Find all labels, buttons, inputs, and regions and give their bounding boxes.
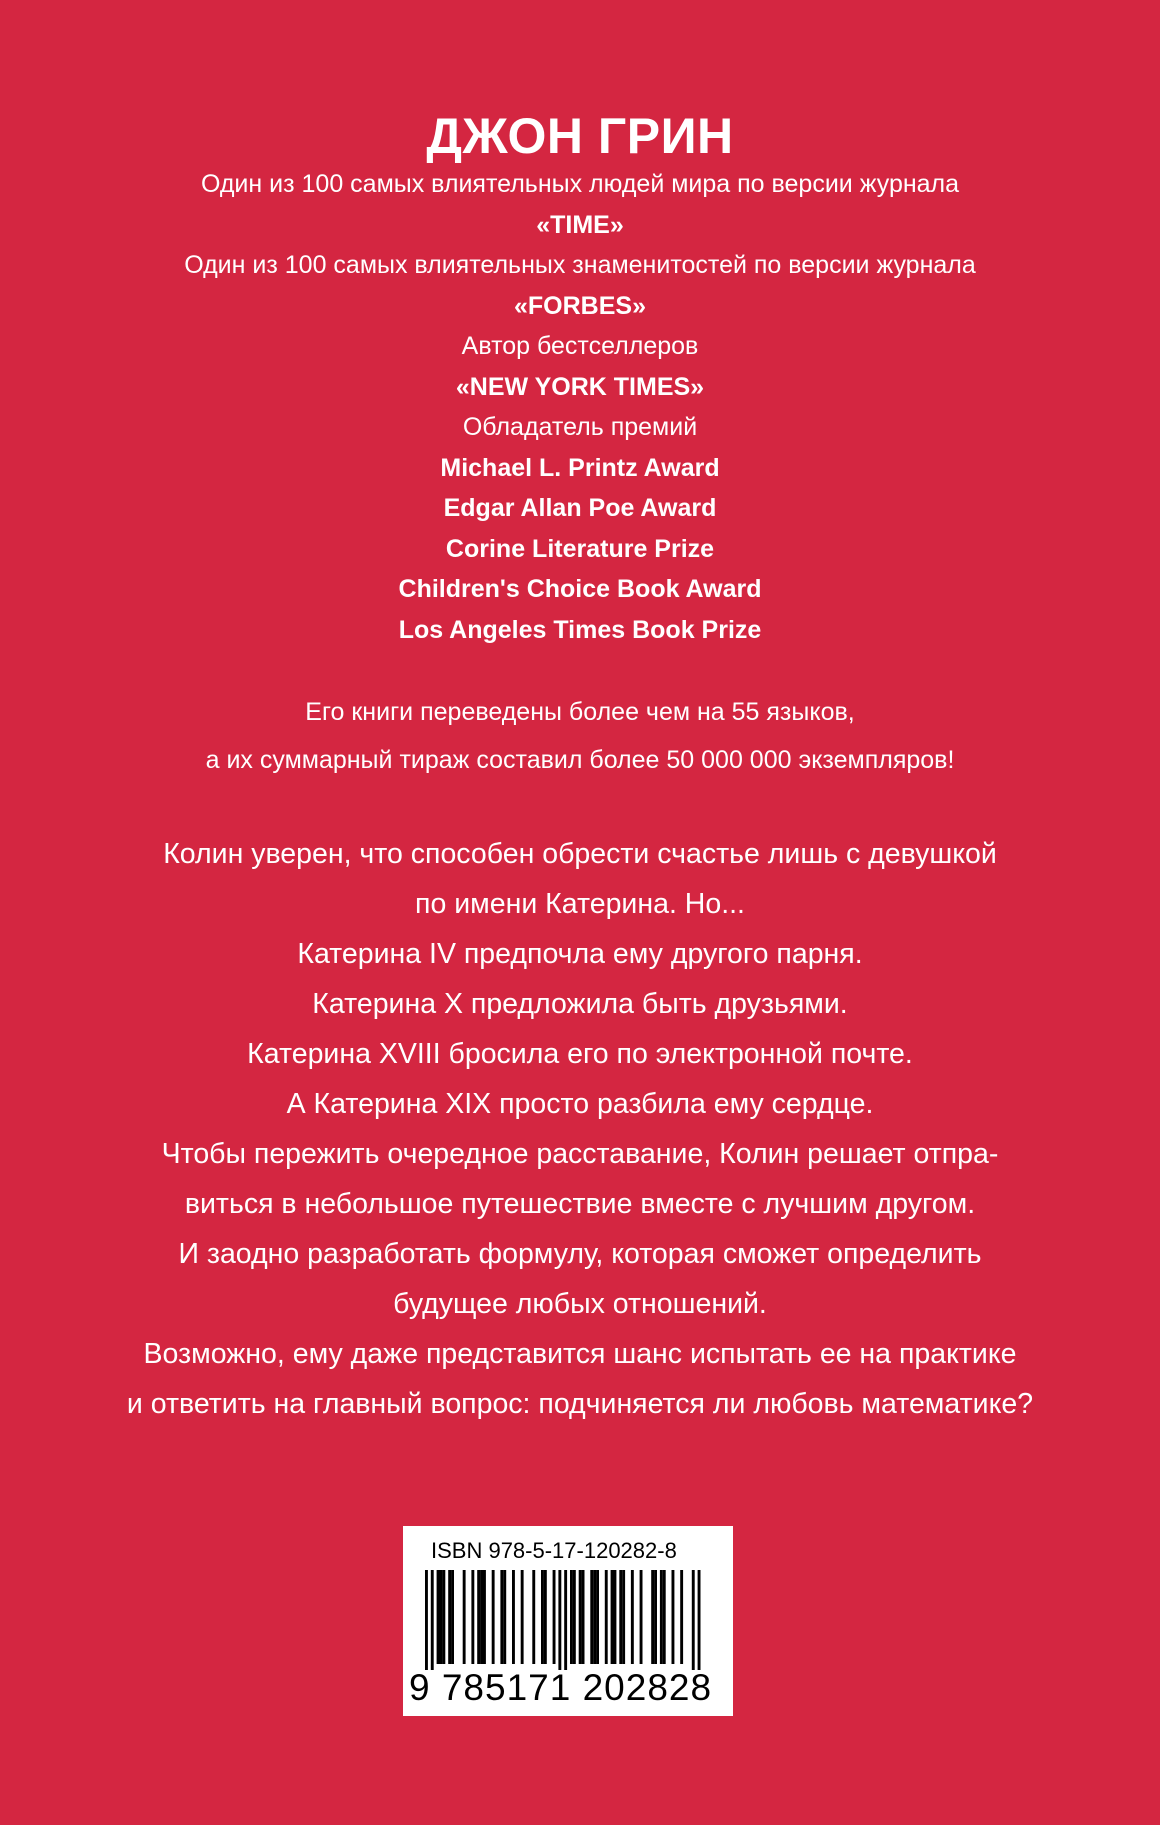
- barcode-bar: [614, 1570, 617, 1664]
- barcode-bar: [448, 1570, 451, 1664]
- barcode-bar: [680, 1570, 683, 1664]
- barcode-bar: [503, 1570, 506, 1664]
- barcode-bar: [605, 1570, 608, 1664]
- barcode-bar: [477, 1570, 480, 1664]
- barcode-bar: [480, 1570, 483, 1664]
- barcode-bar: [544, 1570, 547, 1664]
- barcode-bar: [483, 1570, 486, 1664]
- bio-line: «FORBES»: [514, 291, 646, 320]
- award-line: Michael L. Printz Award: [440, 453, 720, 482]
- barcode-bar: [500, 1570, 503, 1664]
- barcode-bar: [593, 1570, 596, 1664]
- isbn-label: ISBN 978-5-17-120282-8: [431, 1538, 677, 1563]
- barcode-bar: [619, 1570, 622, 1664]
- barcode-bar: [558, 1570, 561, 1670]
- award-line: Children's Choice Book Award: [398, 575, 762, 603]
- blurb-line: Возможно, ему даже представится шанс испытать ее на практике: [143, 1338, 1017, 1370]
- award-line: Los Angeles Times Book Prize: [398, 615, 762, 644]
- barcode-bar: [553, 1570, 556, 1664]
- blurb-line: И заодно разработать формулу, которая сможет определить: [178, 1238, 982, 1270]
- barcode-bar: [582, 1570, 585, 1664]
- barcode-bar: [654, 1570, 657, 1664]
- barcode-bar: [672, 1570, 675, 1664]
- barcode-bar: [579, 1570, 582, 1664]
- barcode-bar: [651, 1570, 654, 1664]
- barcode-bar: [451, 1570, 454, 1664]
- blurb-line: Колин уверен, что способен обрести счастье лишь с девушкой: [163, 838, 997, 870]
- barcode-bar: [570, 1570, 573, 1664]
- barcode-bar: [512, 1570, 515, 1664]
- blurb-line: виться в небольшое путешествие вместе с лучшим другом.: [184, 1188, 976, 1220]
- bio-line: «NEW YORK TIMES»: [455, 372, 705, 401]
- book-blurb: [0, 829, 1160, 1429]
- bio-line: Обладатель премий: [462, 413, 698, 441]
- blurb-line: и ответить на главный вопрос: подчиняется ли любовь математике?: [126, 1388, 1034, 1420]
- barcode-bar: [692, 1570, 695, 1670]
- bio-line: Автор бестселлеров: [461, 332, 699, 360]
- barcode-bar: [437, 1570, 440, 1664]
- barcode-bar: [425, 1570, 428, 1670]
- barcode-bar: [640, 1570, 643, 1664]
- barcode-bar: [431, 1570, 434, 1670]
- barcode-bar: [660, 1570, 663, 1664]
- barcode-bar: [611, 1570, 614, 1664]
- bio-line: «TIME»: [536, 210, 624, 239]
- blurb-line: будущее любых отношений.: [393, 1288, 767, 1320]
- blurb-line: А Катерина XIX просто разбила ему сердце.: [286, 1088, 874, 1120]
- barcode-bar: [698, 1570, 701, 1670]
- blurb-line: Катерина X предложила быть друзьями.: [312, 988, 848, 1020]
- barcode-bar: [532, 1570, 535, 1664]
- bio-line: Один из 100 самых влиятельных людей мира по версии журнала: [200, 170, 960, 198]
- barcode-bar: [590, 1570, 593, 1664]
- blurb-line: Катерина XVIII бросила его по электронной почте.: [247, 1038, 913, 1070]
- stats-line: а их суммарный тираж составил более 50 000 000 экземпляров!: [205, 746, 955, 774]
- barcode-bar: [631, 1570, 634, 1664]
- barcode-bar: [573, 1570, 576, 1664]
- bio-line: Один из 100 самых влиятельных знаменитостей по версии журнала: [184, 251, 976, 279]
- barcode-bar: [564, 1570, 567, 1670]
- barcode-bar: [596, 1570, 599, 1664]
- barcode-bar: [541, 1570, 544, 1664]
- award-line: Edgar Allan Poe Award: [443, 494, 717, 522]
- barcode-bar: [440, 1570, 443, 1664]
- award-line: Corine Literature Prize: [445, 534, 715, 563]
- stats-line: Его книги переведены более чем на 55 языков,: [305, 698, 855, 726]
- barcode-bar: [492, 1570, 495, 1664]
- isbn-barcode: [403, 1526, 733, 1716]
- author-name: ДЖОН ГРИН: [426, 108, 734, 164]
- blurb-line: Катерина IV предпочла ему другого парня.: [297, 938, 863, 970]
- translation-stats: [0, 688, 1160, 784]
- barcode-bar: [471, 1570, 474, 1664]
- barcode-bar: [463, 1570, 466, 1664]
- barcode-bar: [442, 1570, 445, 1664]
- barcode-bar: [622, 1570, 625, 1664]
- barcode-bar: [663, 1570, 666, 1664]
- barcode-bar: [521, 1570, 524, 1664]
- blurb-line: по имени Катерина. Но...: [415, 888, 745, 920]
- barcode-digits: 9 785171 202828: [409, 1667, 713, 1708]
- blurb-line: Чтобы пережить очередное расставание, Колин решает отпра-: [161, 1138, 999, 1170]
- author-bio: [0, 164, 1160, 650]
- barcode-bars: [403, 1570, 733, 1670]
